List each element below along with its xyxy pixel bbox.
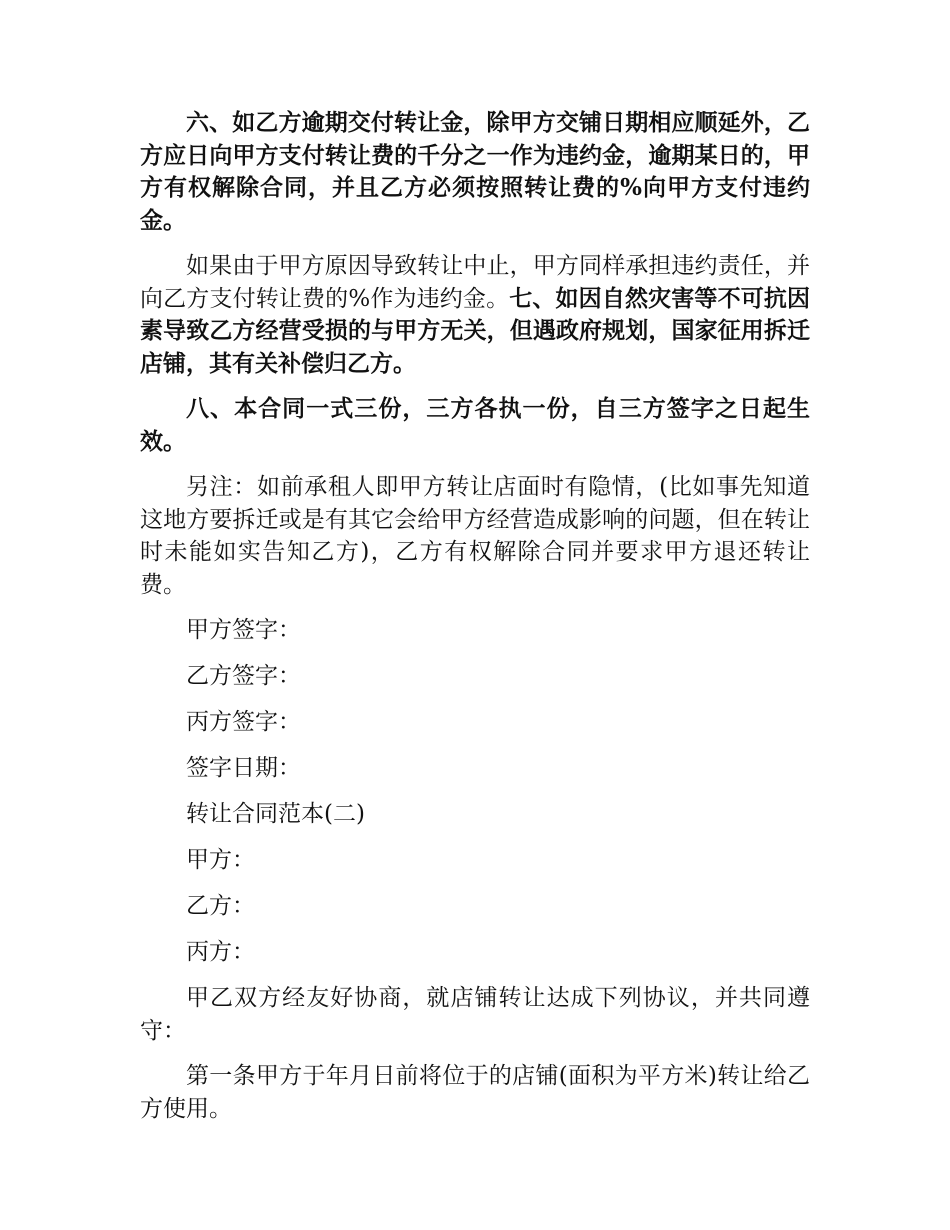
party-a-line [140, 844, 810, 877]
additional-note-paragraph [140, 471, 810, 601]
party-c-signature-label: 丙方签字： [186, 709, 301, 735]
clause-eight-paragraph [140, 393, 810, 458]
clause-six-paragraph [140, 107, 810, 237]
party-c-line [140, 936, 810, 969]
agreement-intro-text: 甲乙双方经友好协商，就店铺转让达成下列协议，并共同遵守： [140, 985, 810, 1044]
party-a-breach-text: 如果由于甲方原因导致转让中止，甲方同样承担违约责任，并向乙方支付转让费的%作为违约金。 [140, 253, 810, 312]
document-body [140, 107, 810, 1138]
article-one-paragraph [140, 1060, 810, 1125]
party-a-signature-label: 甲方签字： [186, 617, 301, 643]
clause-six-text: 六、如乙方逾期交付转让金，除甲方交铺日期相应顺延外，乙方应日向甲方支付转让费的千分之一作为违约金，逾期某日的，甲方有权解除合同，并且乙方必须按照转让费的%向甲方支付违约金。 [140, 109, 810, 234]
party-b-signature-label: 乙方签字： [186, 663, 301, 689]
section-title-text: 转让合同范本(二) [186, 801, 365, 827]
signature-date-label: 签字日期： [186, 755, 301, 781]
party-a-label: 甲方： [186, 847, 255, 873]
signature-date-line [140, 752, 810, 785]
party-b-label: 乙方： [186, 893, 255, 919]
additional-note-text: 另注：如前承租人即甲方转让店面时有隐情，(比如事先知道这地方要拆迁或是有其它会给甲方经营造成影响的问题，但在转让时未能如实告知乙方)，乙方有权解除合同并要求甲方退还转让费。 [140, 474, 810, 598]
clause-seven-text: 七、如因自然灾害等不可抗因素导致乙方经营受损的与甲方无关，但遇政府规划，国家征用拆迁店铺，其有关补偿归乙方。 [140, 284, 811, 377]
party-a-breach-paragraph [140, 250, 810, 380]
clause-eight-text: 八、本合同一式三份，三方各执一份，自三方签字之日起生效。 [140, 395, 810, 455]
section-title [140, 798, 810, 831]
article-one-text: 第一条甲方于年月日前将位于的店铺(面积为平方米)转让给乙方使用。 [140, 1063, 810, 1122]
party-a-signature-line [140, 614, 810, 647]
party-b-signature-line [140, 660, 810, 693]
party-c-signature-line [140, 706, 810, 739]
party-c-label: 丙方： [186, 939, 255, 965]
party-b-line [140, 890, 810, 923]
agreement-intro-paragraph [140, 982, 810, 1047]
